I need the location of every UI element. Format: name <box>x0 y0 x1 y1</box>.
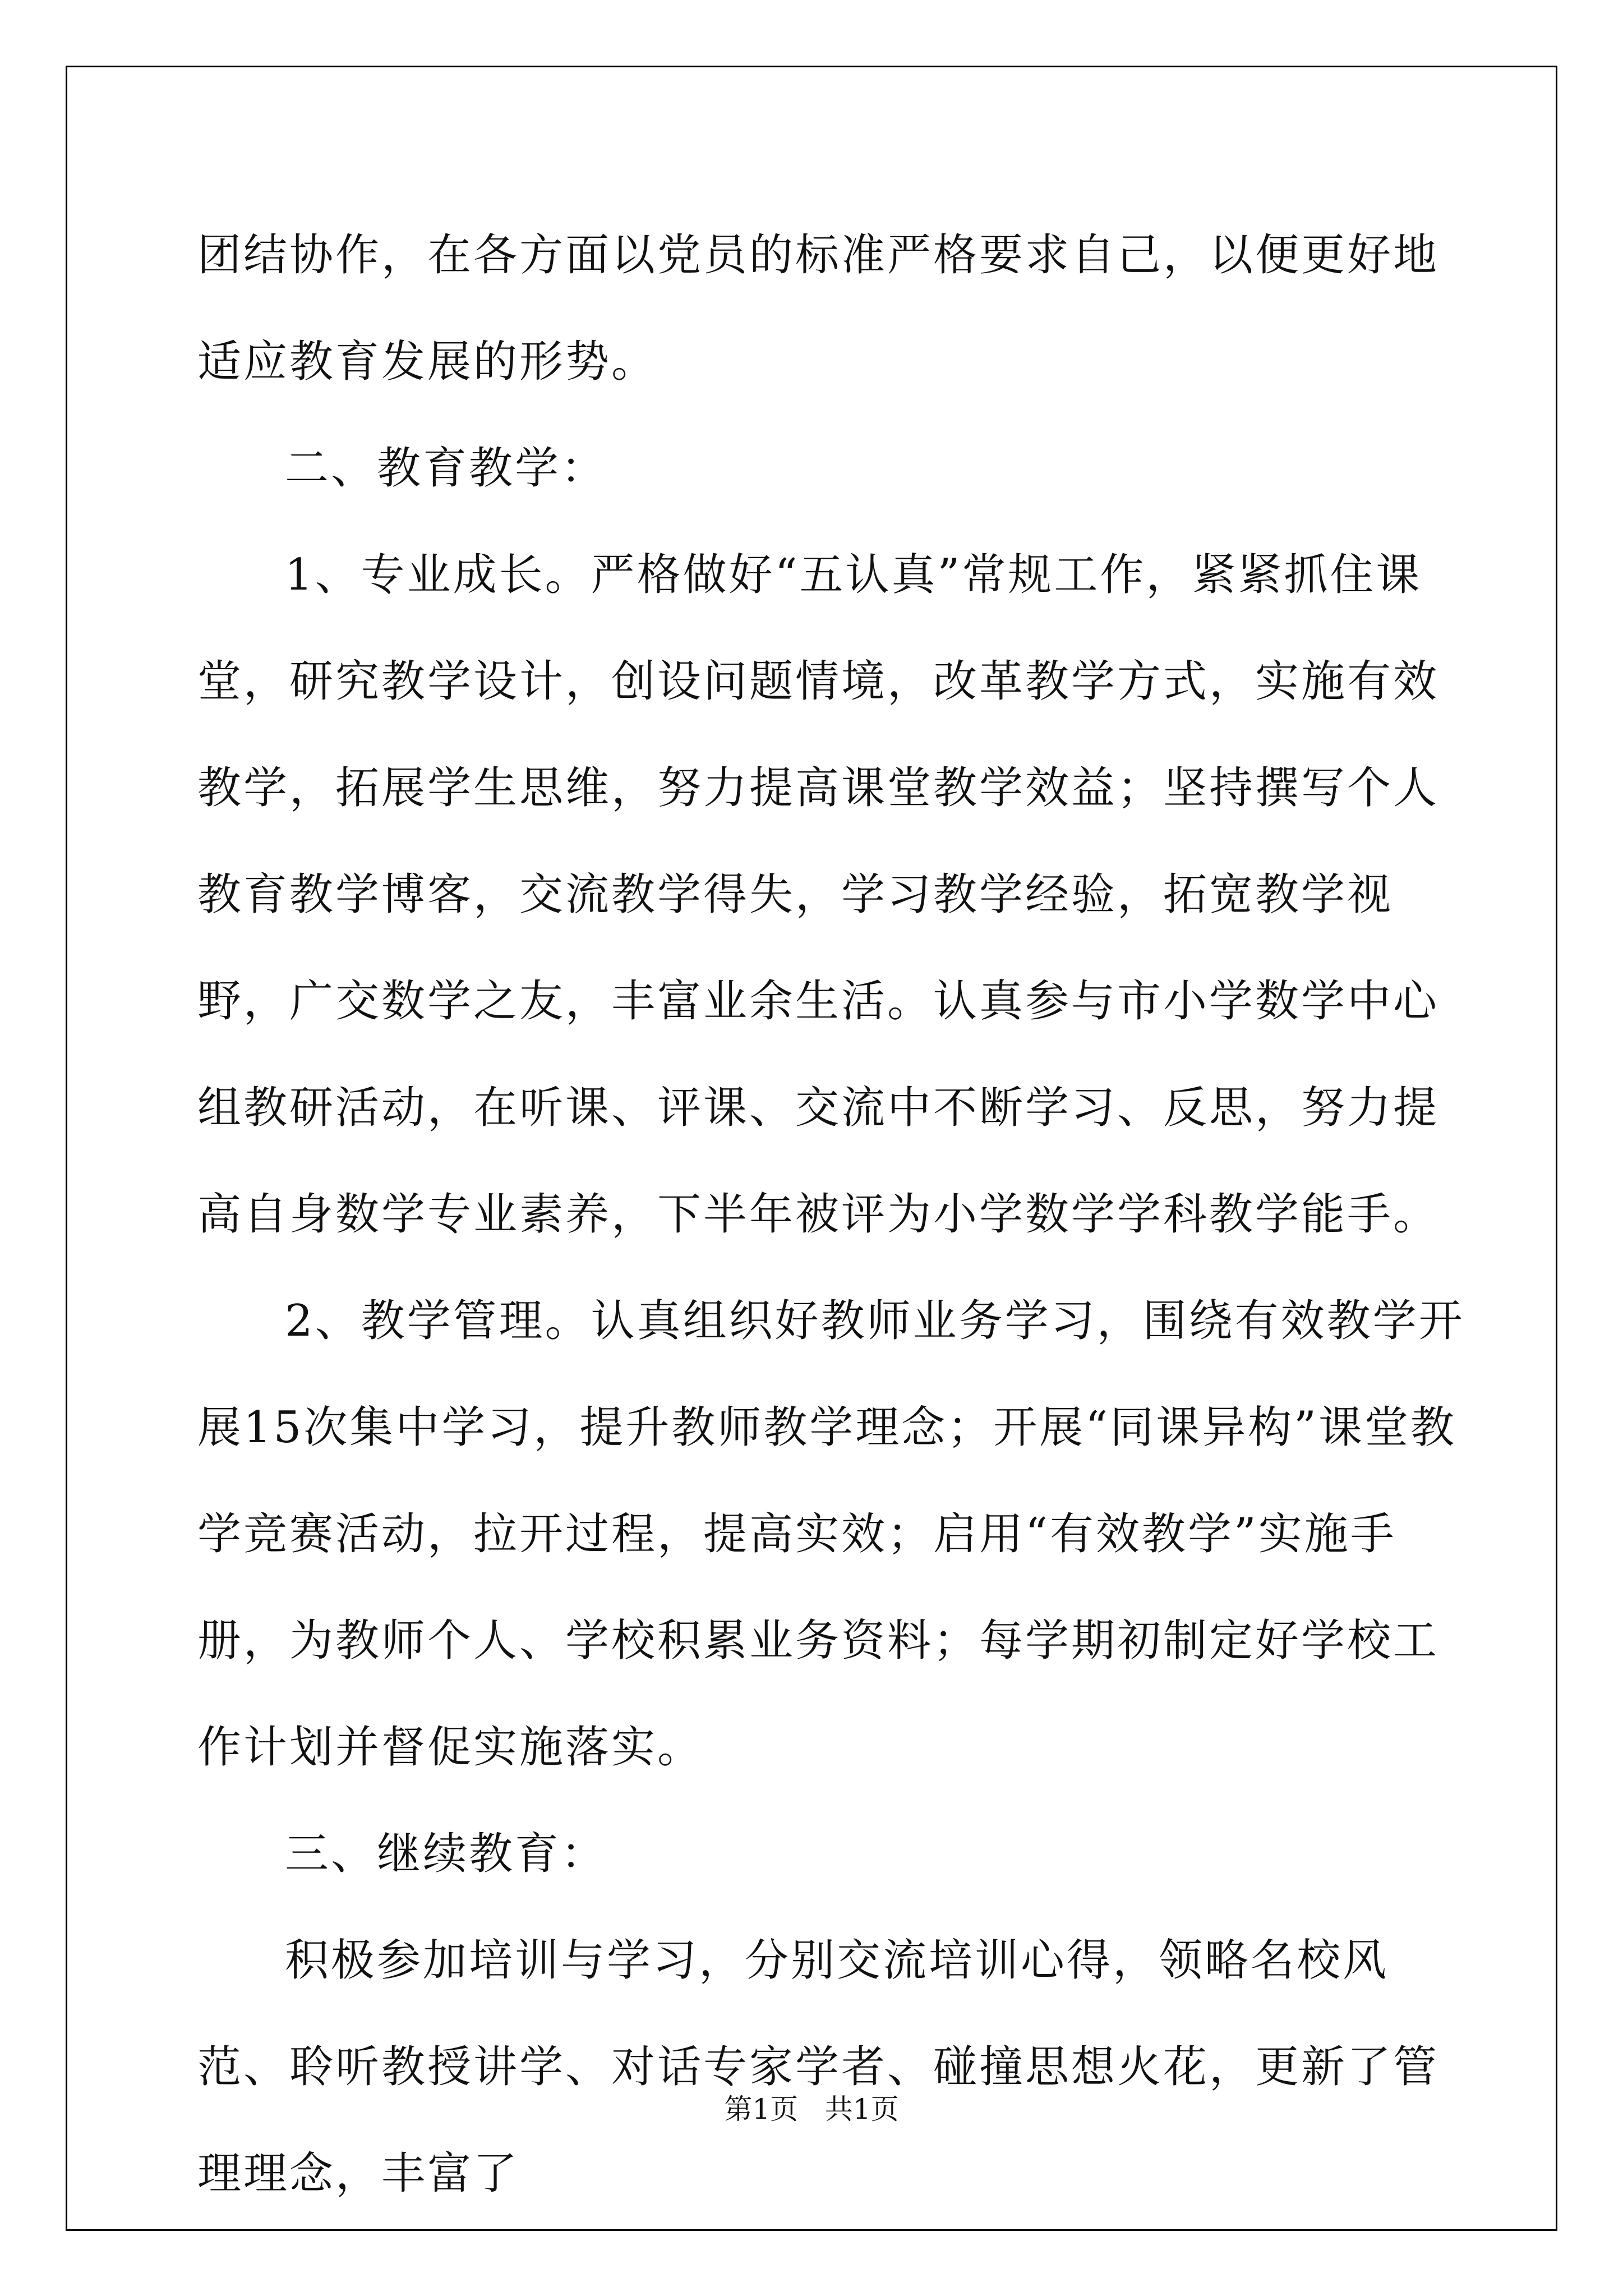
total-pages: 共1页 <box>824 2093 899 2125</box>
section-heading-education-teaching: 二、教育教学： <box>285 443 607 494</box>
document-body <box>197 202 1476 2227</box>
paragraph-1: 团结协作，在各方面以党员的标准严格要求自己，以便更好地适应教育发展的形势。 <box>197 230 1440 387</box>
paragraph-training: 积极参加培训与学习，分别交流培训心得，领略名校风范、聆听教授讲学、对话专家学者、碰撞思想火花，更新了管理理念，丰富了 <box>197 1935 1440 2199</box>
page-number: 第1页 <box>724 2093 799 2125</box>
section-heading-continuing-education: 三、继续教育： <box>285 1829 607 1879</box>
paragraph-teaching-management: 2、教学管理。认真组织好教师业务学习，围绕有效教学开展15次集中学习，提升教师教学理念；开展“同课异构”课堂教学竞赛活动，拉开过程，提高实效；启用“有效教学”实施手册，为教师个人、学校积累业务资料；每学期初制定好学校工作计划并督促实施落实。 <box>197 1296 1465 1773</box>
paragraph-professional-growth: 1、专业成长。严格做好“五认真”常规工作，紧紧抓住课堂，研究教学设计，创设问题情境，改革教学方式，实施有效教学，拓展学生思维，努力提高课堂教学效益；坚持撰写个人教育教学博客，交流教学得失，学习教学经验，拓宽教学视野，广交数学之友，丰富业余生活。认真参与市小学数学中心组教研活动，在听课、评课、交流中不断学习、反思，努力提高自身数学专业素养，下半年被评为小学数学学科教学能手。 <box>197 550 1440 1240</box>
page-footer <box>0 2087 1623 2127</box>
